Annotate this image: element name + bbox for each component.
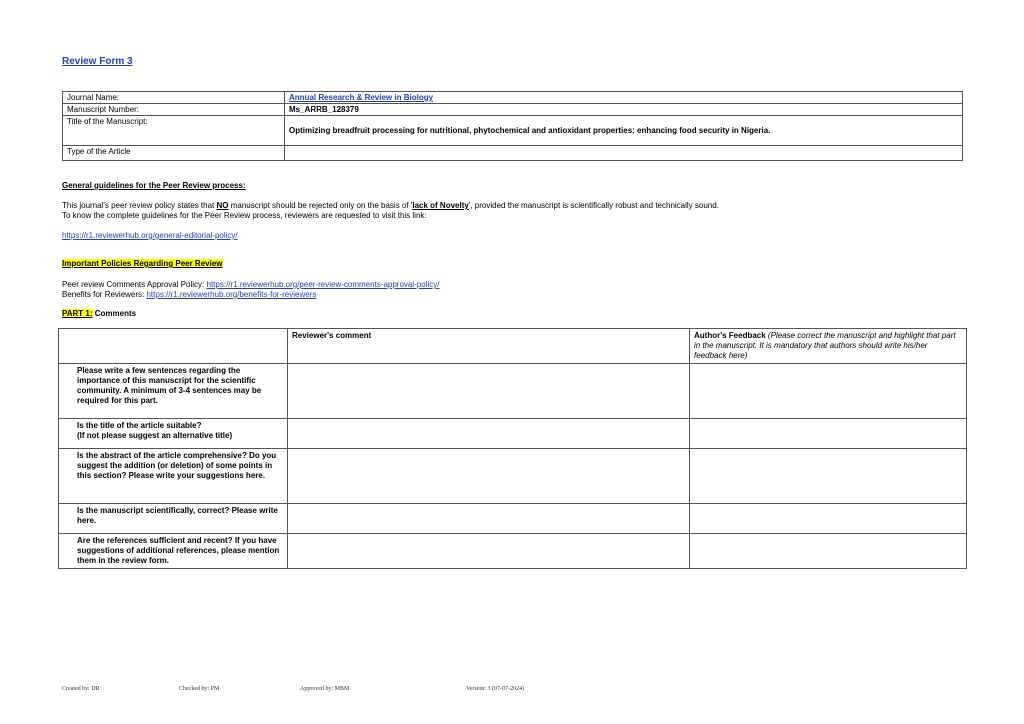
manuscript-info-table — [62, 91, 963, 161]
footer-checked: Checked by: PM — [179, 686, 220, 692]
manuscript-number-value: Ms_ARRB_128379 — [285, 104, 963, 116]
reviewer-comment-cell[interactable] — [288, 419, 690, 449]
author-feedback-cell[interactable] — [690, 419, 967, 449]
benefits-link[interactable]: https://r1.reviewerhub.org/benefits-for-reviewers — [146, 290, 317, 299]
form-title: Review Form 3 — [62, 56, 133, 67]
article-type-value — [285, 146, 963, 161]
table-row — [59, 534, 967, 569]
manuscript-title-row — [63, 116, 963, 146]
question-title: Is the title of the article suitable? (If not please suggest an alternative title) — [59, 419, 288, 449]
policies-links: Peer review Comments Approval Policy: https://r1.reviewerhub.org/peer-review-comments-approval-policy/ Benefits for Reviewers: https://r1.reviewerhub.org/benefits-for-reviewers — [62, 280, 440, 299]
manuscript-title-label: Title of the Manuscript: — [63, 116, 285, 146]
part1-label: PART 1: — [62, 309, 93, 318]
article-type-label: Type of the Article — [63, 146, 285, 161]
question-importance: Please write a few sentences regarding the importance of this manuscript for the scientific community. A minimum of 3-4 sentences may be required for this part. — [59, 364, 288, 419]
part1-title: Comments — [92, 309, 137, 318]
article-type-row — [63, 146, 963, 161]
footer-approved: Approved by: MBM — [300, 686, 350, 692]
journal-link[interactable]: Annual Research & Review in Biology — [289, 93, 434, 102]
reviewer-comment-cell[interactable] — [288, 534, 690, 569]
reviewer-comment-cell[interactable] — [288, 504, 690, 534]
table-row — [59, 419, 967, 449]
comments-table — [58, 328, 967, 569]
author-feedback-cell[interactable] — [690, 449, 967, 504]
part1-heading — [62, 309, 136, 319]
question-abstract: Is the abstract of the article comprehensive? Do you suggest the addition (or deletion) of some points in this section? Please write your suggestions here. — [59, 449, 288, 504]
novelty-emphasis: lack of Novelty — [412, 201, 469, 210]
manuscript-number-row — [63, 104, 963, 116]
author-feedback-cell[interactable] — [690, 504, 967, 534]
manuscript-number-label: Manuscript Number: — [63, 104, 285, 116]
approval-policy-link[interactable]: https://r1.reviewerhub.org/peer-review-comments-approval-policy/ — [206, 280, 440, 289]
journal-row — [63, 92, 963, 104]
table-row — [59, 364, 967, 419]
reviewer-comment-cell[interactable] — [288, 449, 690, 504]
guidelines-text: This journal's peer review policy states that NO manuscript should be rejected only on the basis of 'lack of Novelty', provided the manuscript is scientifically robust and technically sound. To know the complete guidelines for the Peer Review process, reviewers are requested to visit this link: — [62, 201, 719, 220]
reviewer-comment-cell[interactable] — [288, 364, 690, 419]
author-feedback-cell[interactable] — [690, 534, 967, 569]
question-scientific: Is the manuscript scientifically, correct? Please write here. — [59, 504, 288, 534]
footer-created: Created by: DR — [62, 686, 100, 692]
table-row — [59, 449, 967, 504]
editorial-policy-link[interactable]: https://r1.reviewerhub.org/general-editorial-policy/ — [62, 231, 238, 240]
reviewer-comment-header: Reviewer's comment — [288, 329, 690, 364]
comments-header-row — [59, 329, 967, 364]
footer-version: Version: 3 (07-07-2024) — [466, 686, 524, 692]
guidelines-heading: General guidelines for the Peer Review process: — [62, 181, 246, 190]
policies-heading: Important Policies Regarding Peer Review — [62, 259, 223, 268]
manuscript-title-value: Optimizing breadfruit processing for nutritional, phytochemical and antioxidant properties: enhancing food security in Nigeria. — [285, 116, 963, 146]
no-emphasis: NO — [216, 201, 229, 210]
author-feedback-header: Author's Feedback (Please correct the manuscript and highlight that part in the manuscript. It is mandatory that authors should write his/her feedback here) — [690, 329, 967, 364]
question-references: Are the references sufficient and recent? If you have suggestions of additional references, please mention them in the review form. — [59, 534, 288, 569]
journal-label: Journal Name: — [63, 92, 285, 104]
author-feedback-cell[interactable] — [690, 364, 967, 419]
table-row — [59, 504, 967, 534]
